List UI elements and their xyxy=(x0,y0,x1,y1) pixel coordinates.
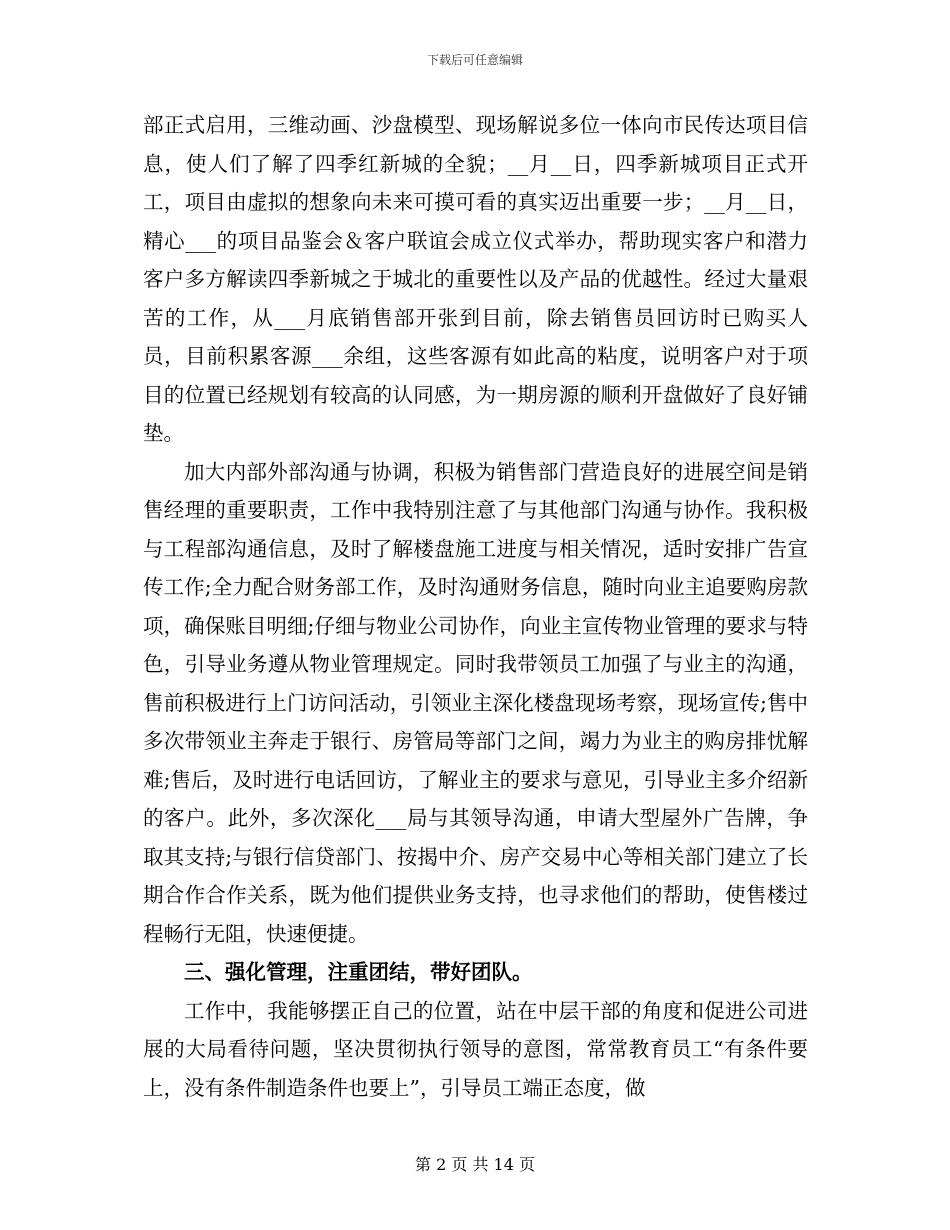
document-body xyxy=(143,106,808,1107)
page-header: 下载后可任意编辑 xyxy=(426,53,523,67)
section-heading: 三、强化管理，注重团结，带好团队。 xyxy=(184,960,533,984)
paragraph-communication: 加大内部外部沟通与协调，积极为销售部门营造良好的进展空间是销售经理的重要职责，工作中我特别注意了与其他部门沟通与协作。我积极与工程部沟通信息，及时了解楼盘施工进度与相关情况，适时安排广告宣传工作;全力配合财务部工作，及时沟通财务信息，随时向业主追要购房款项，确保账目明细;仔细与物业公司协作，向业主宣传物业管理的要求与特色，引导业务遵从物业管理规定。同时我带领员工加强了与业主的沟通，售前积极进行上门访问活动，引领业主深化楼盘现场考察，现场宣传;售中多次带领业主奔走于银行、房管局等部门之间，竭力为业主的购房排忧解难;售后，及时进行电话回访，了解业主的要求与意见，引导业主多介绍新的客户。此外，多次深化___局与其领导沟通，申请大型屋外广告牌，争取其支持;与银行信贷部门、按揭中介、房产交易中心等相关部门建立了长期合作合作关系，既为他们提供业务支持，也寻求他们的帮助，使售楼过程畅行无阻，快速便捷。 xyxy=(143,459,808,946)
paragraph-continuation: 部正式启用，三维动画、沙盘模型、现场解说多位一体向市民传达项目信息，使人们了解了四季红新城的全貌；__月__日，四季新城项目正式开工，项目由虚拟的想象向未来可摸可看的真实迈出重要一步；__月__日，精心___的项目品鉴会＆客户联谊会成立仪式举办，帮助现实客户和潜力客户多方解读四季新城之于城北的重要性以及产品的优越性。经过大量艰苦的工作，从___月底销售部开张到目前，除去销售员回访时已购买人员，目前积累客源___余组，这些客源有如此高的粘度，说明客户对于项目的位置已经规划有较高的认同感，为一期房源的顺利开盘做好了良好铺垫。 xyxy=(143,113,808,445)
paragraph-management: 工作中，我能够摆正自己的位置，站在中层干部的角度和促进公司进展的大局看待问题，坚决贯彻执行领导的意图，常常教育员工“有条件要上，没有条件制造条件也要上”，引导员工端正态度，做 xyxy=(143,998,808,1100)
page-number: 第 2 页 共 14 页 xyxy=(415,1155,535,1174)
